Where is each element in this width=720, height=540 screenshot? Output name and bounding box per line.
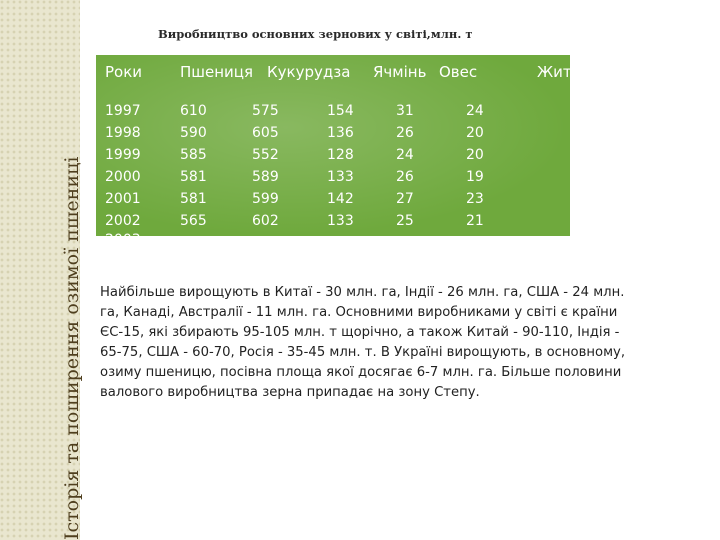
column-header-rye: Жито [537,63,581,81]
table-cell: 581 [180,191,207,207]
table-cell: 605 [252,125,279,141]
table-cell: 21 [466,213,484,229]
table-cell: 2001 [105,191,141,207]
table-cell: 20 [466,147,484,163]
table-cell: 581 [180,169,207,185]
table-cell: 136 [327,125,354,141]
table-cell: 602 [252,213,279,229]
table-cell: 590 [180,125,207,141]
table-cell: 2002 [105,213,141,229]
table-cell: 20 [466,125,484,141]
table-cell: 128 [327,147,354,163]
info-paragraph: Найбільше вирощують в Китаї - 30 млн. га, Індії - 26 млн. га, США - 24 млн. га, Канаді, Австралії - 11 млн. га. Основними виробниками у світі є країни ЄС-15, які збирають 95-105 млн. т щорічно, а також Китай - 90-110, Індія - 65-75, США - 60-70, Росія - 35-45 млн. т. В Україні вирощують, в основному, озиму пшеницю, посівна площа якої досягає 6-7 млн. га. Більше половини валового виробництва зерна припадає на зону Степу. [100,285,626,400]
column-header-corn: Кукурудза [267,63,351,81]
table-cell: 2003 [105,232,141,248]
table-cell: 552 [252,147,279,163]
table-cell: 133 [327,213,354,229]
table-cell: 142 [327,191,354,207]
table-cell: 565 [180,213,207,229]
table-cell: 27 [396,191,414,207]
table-cell: 154 [327,103,354,119]
table-cell: 133 [327,169,354,185]
table-cell: 585 [180,147,207,163]
table-cell: 24 [466,103,484,119]
column-header-barley: Ячмінь [373,63,427,81]
table-cell: 25 [396,213,414,229]
table-cell: 610 [180,103,207,119]
table-cell: 23 [466,191,484,207]
table-cell: 26 [396,169,414,185]
table-cell: 19 [466,169,484,185]
column-header-years: Роки [105,63,143,81]
table-cell: 2000 [105,169,141,185]
table-cell: 24 [396,147,414,163]
table-cell: 599 [252,191,279,207]
grain-production-table [96,55,581,248]
table-cell: 1998 [105,125,141,141]
table-cell: 575 [252,103,279,119]
table-caption: Виробництво основних зернових у світі,млн. т [158,27,473,41]
slide-title: Історія та поширення озимої пшениці [61,156,83,540]
column-header-wheat: Пшениця [180,63,254,81]
table-cell: 1999 [105,147,141,163]
table-cell: 1997 [105,103,141,119]
column-header-oats: Овес [439,63,478,81]
table-cell: 589 [252,169,279,185]
table-cell: 31 [396,103,414,119]
table-cell: 26 [396,125,414,141]
